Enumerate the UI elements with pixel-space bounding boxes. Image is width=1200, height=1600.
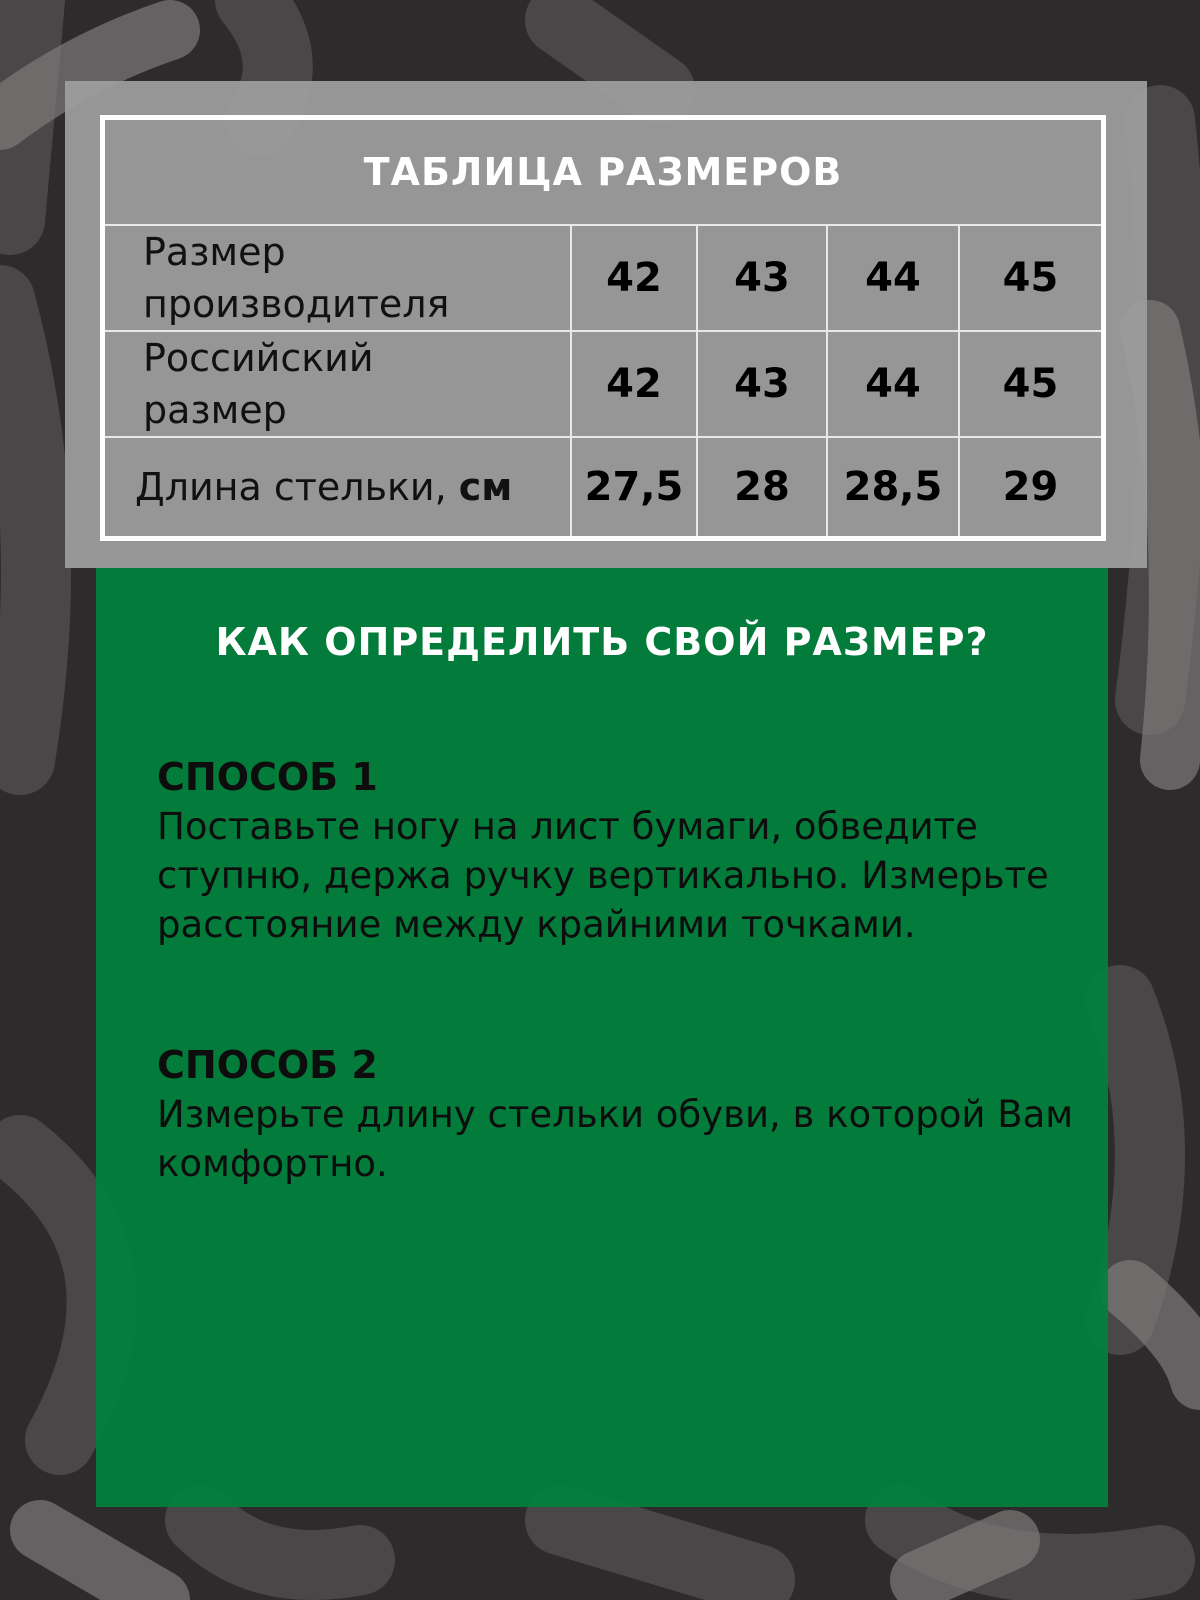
row-label-text: Российский размер [143, 336, 374, 432]
table-cell: 43 [698, 226, 828, 332]
size-table-title: ТАБЛИЦА РАЗМЕРОВ [105, 120, 1101, 226]
row-label-text: Размер производителя [143, 230, 450, 326]
row-label-manufacturer-size [105, 226, 572, 332]
table-cell: 42 [572, 332, 698, 438]
row-label-text: Длина стельки, [135, 465, 459, 509]
method-1 [157, 752, 1107, 949]
row-label-insole-length [105, 438, 572, 536]
table-cell: 45 [960, 332, 1101, 438]
table-cell: 42 [572, 226, 698, 332]
table-cell: 28,5 [828, 438, 960, 536]
table-cell: 43 [698, 332, 828, 438]
method-2 [157, 1040, 1107, 1188]
table-cell: 27,5 [572, 438, 698, 536]
row-label-russian-size [105, 332, 572, 438]
method-1-text: Поставьте ногу на лист бумаги, обведите ступню, держа ручку вертикально. Измерьте расстояние между крайними точками. [157, 805, 1049, 946]
table-cell: 45 [960, 226, 1101, 332]
table-cell: 29 [1002, 464, 1059, 510]
table-cell: 44 [828, 226, 960, 332]
size-guide-title: КАК ОПРЕДЕЛИТЬ СВОЙ РАЗМЕР? [215, 620, 989, 664]
method-1-title: СПОСОБ 1 [157, 755, 378, 799]
size-guide-panel [96, 568, 1108, 1507]
method-2-text: Измерьте длину стельки обуви, в которой Вам комфортно. [157, 1093, 1074, 1185]
row-label-unit: см [458, 465, 513, 509]
table-cell: 44 [828, 332, 960, 438]
method-2-title: СПОСОБ 2 [157, 1043, 378, 1087]
table-cell: 28 [698, 438, 828, 536]
size-table [100, 115, 1106, 541]
